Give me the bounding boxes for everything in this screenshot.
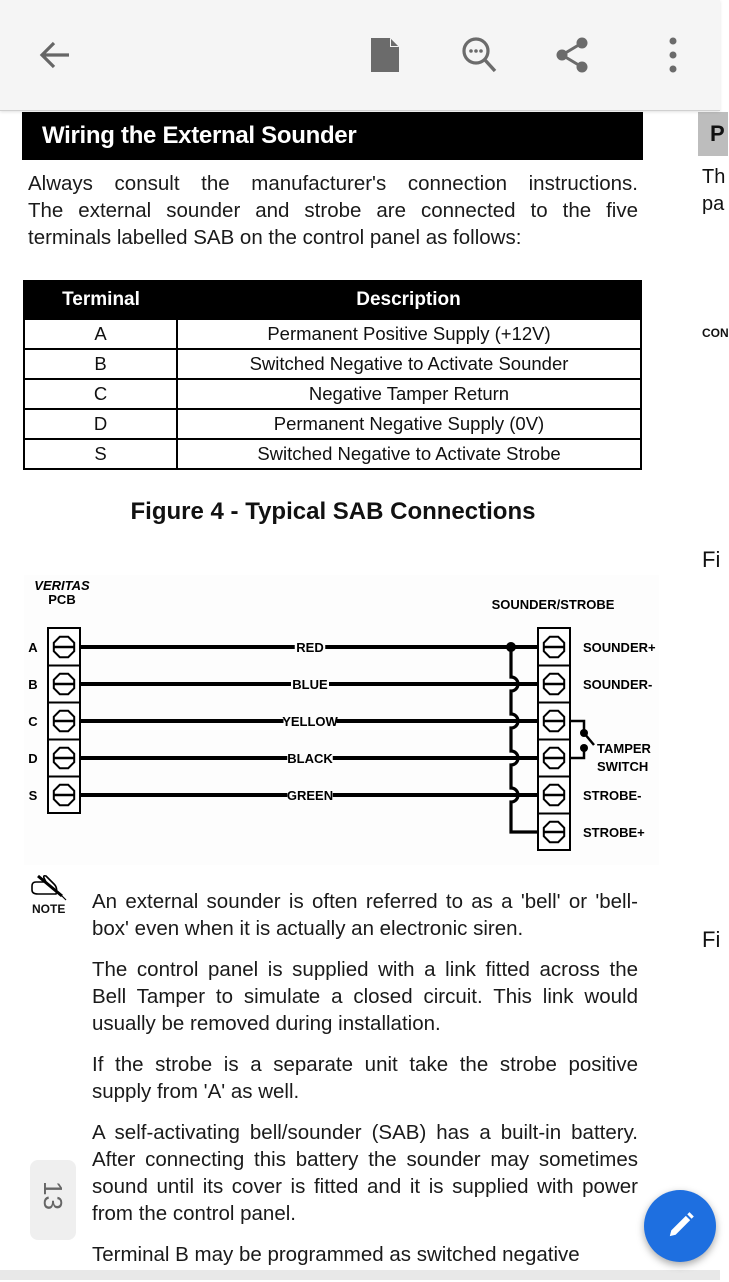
terminal-cell: A	[24, 319, 177, 349]
terminal-cell: S	[24, 439, 177, 469]
more-options-button[interactable]	[648, 30, 698, 80]
next-page-diagram-label: CON	[702, 326, 729, 340]
wiring-diagram	[24, 575, 659, 865]
intro-line: The external sounder and strobe are connected to the five	[28, 199, 638, 222]
next-page-figure: Fi	[702, 927, 721, 952]
figure-title: Figure 4 - Typical SAB Connections	[130, 498, 536, 525]
tamper-switch-arm	[584, 733, 594, 745]
description-cell: Switched Negative to Activate Strobe	[177, 439, 641, 469]
note-paragraph: Terminal B may be programmed as switched negative	[92, 1243, 580, 1266]
terminal-cell: D	[24, 409, 177, 439]
back-button[interactable]	[30, 30, 80, 80]
section-title: Wiring the External Sounder	[22, 112, 643, 160]
notes-section	[92, 888, 638, 1282]
app-toolbar	[0, 0, 720, 111]
next-page-text: pa	[702, 193, 725, 215]
description-cell: Switched Negative to Activate Sounder	[177, 349, 641, 379]
terminal-cell: C	[24, 379, 177, 409]
search-in-document-button[interactable]	[455, 30, 505, 80]
pcb-terminal-label: C	[28, 714, 38, 729]
search-more-icon	[460, 35, 500, 75]
device-terminal-label: STROBE-	[583, 788, 642, 803]
pcb-terminal-label: A	[28, 640, 38, 655]
device-terminal-label: STROBE+	[583, 825, 645, 840]
pcb-label: VERITAS	[34, 578, 90, 593]
description-cell: Negative Tamper Return	[177, 379, 641, 409]
pcb-terminal-label: D	[28, 751, 38, 766]
header-terminal: Terminal	[24, 281, 177, 319]
note-paragraph: A self-activating bell/sounder (SAB) has a built-in battery. After connecting this battery the sounder may sometimes sound until its cover is fitted and it is supplied with power from the control panel.	[92, 1121, 638, 1225]
pcb-label: PCB	[48, 592, 76, 607]
next-page-peek[interactable]	[698, 110, 728, 1280]
tamper-switch-contact	[580, 744, 588, 752]
description-cell: Permanent Negative Supply (0V)	[177, 409, 641, 439]
table-row	[24, 319, 641, 349]
wire-label: RED	[296, 640, 324, 655]
hand-writing-icon	[28, 872, 72, 904]
strobe-positive-link	[511, 647, 538, 832]
tamper-label: TAMPER	[597, 741, 651, 756]
description-cell: Permanent Positive Supply (+12V)	[177, 319, 641, 349]
next-page-figure: Fi	[702, 547, 721, 572]
wiring-diagram-svg	[24, 575, 659, 865]
wire-label: BLACK	[287, 751, 333, 766]
share-button[interactable]	[548, 30, 598, 80]
more-vert-icon	[667, 35, 679, 75]
document-page[interactable]	[0, 110, 729, 1280]
share-icon	[553, 35, 593, 75]
tamper-label: SWITCH	[597, 759, 649, 774]
wire-label: GREEN	[286, 788, 334, 803]
terminal-table	[23, 280, 642, 470]
note-paragraph: The control panel is supplied with a link fitted across the Bell Tamper to simulate a closed circuit. This link would usually be removed during installation.	[92, 958, 638, 1035]
device-label: SOUNDER/STROBE	[491, 597, 615, 612]
next-page-header: P	[698, 112, 728, 156]
edit-pencil-icon	[664, 1210, 696, 1242]
table-row	[24, 439, 641, 469]
wire-label: BLUE	[292, 677, 328, 692]
intro-line: Always consult the manufacturer's connection instructions.	[28, 172, 638, 195]
note-paragraph: An external sounder is often referred to as a 'bell' or 'bell-box' even when it is actually an electronic siren.	[92, 890, 638, 940]
pcb-terminal-label: B	[28, 677, 38, 692]
edit-fab-button[interactable]	[644, 1190, 716, 1262]
table-row	[24, 349, 641, 379]
device-terminal-label: SOUNDER-	[583, 677, 653, 692]
pcb-terminal-label: S	[28, 788, 38, 803]
arrow-left-icon	[35, 35, 75, 75]
page-number: 13	[37, 1181, 68, 1210]
note-label: NOTE	[32, 902, 66, 916]
table-row	[24, 409, 641, 439]
header-description: Description	[177, 281, 641, 319]
device-terminal-label: SOUNDER+	[583, 640, 656, 655]
table-header-row	[24, 281, 641, 319]
document-icon	[369, 36, 401, 74]
bottom-scroll-edge	[0, 1270, 720, 1280]
intro-line: terminals labelled SAB on the control panel as follows:	[28, 226, 522, 249]
wire-label: YELLOW	[282, 714, 338, 729]
page-number-indicator[interactable]	[30, 1160, 76, 1240]
table-row	[24, 379, 641, 409]
terminal-cell: B	[24, 349, 177, 379]
intro-paragraph	[28, 170, 638, 251]
document-button[interactable]	[360, 30, 410, 80]
note-icon	[28, 872, 76, 918]
note-paragraph: If the strobe is a separate unit take the strobe positive supply from 'A' as well.	[92, 1053, 638, 1103]
next-page-text: Th	[702, 166, 726, 188]
